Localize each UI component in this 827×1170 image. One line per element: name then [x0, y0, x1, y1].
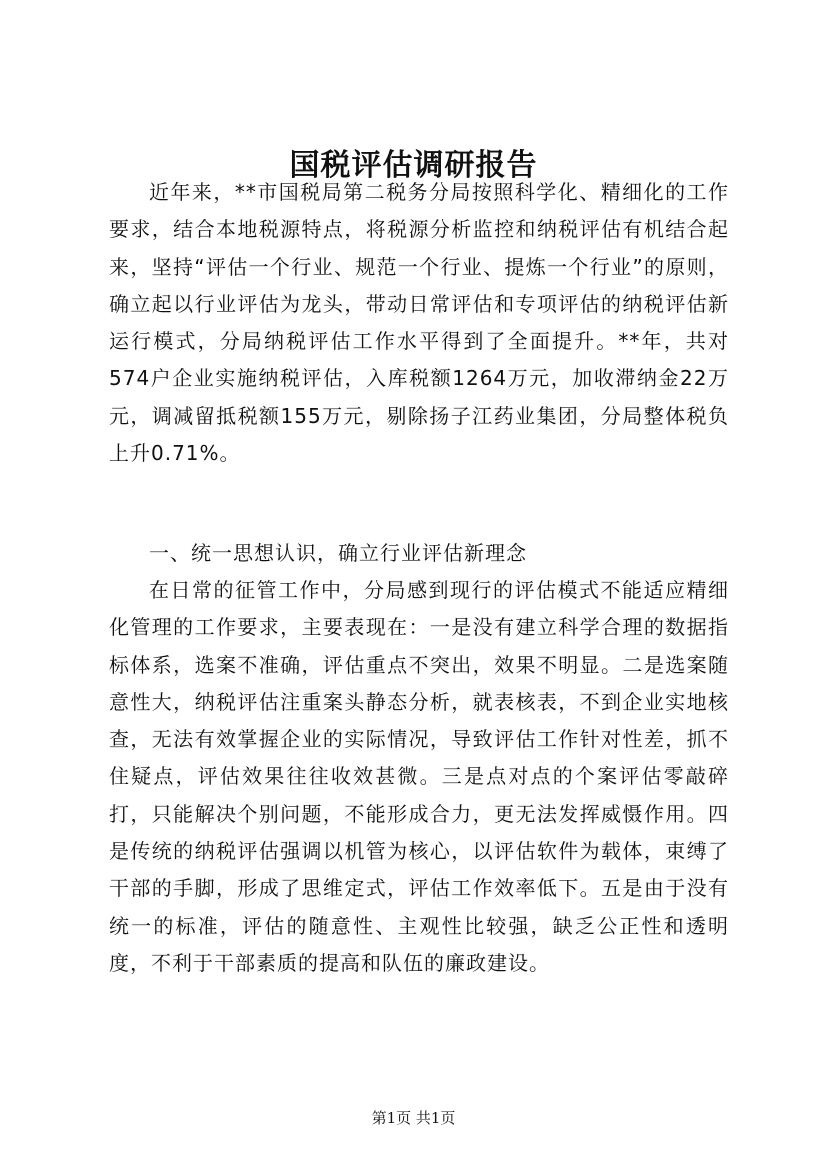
- paragraph-intro: [109, 174, 729, 472]
- section-heading: [109, 535, 729, 572]
- section-heading-text: 一、统一思想认识，确立行业评估新理念: [149, 541, 527, 565]
- document-title: 国税评估调研报告: [289, 148, 538, 183]
- page-footer: 第1页 共1页: [371, 1109, 456, 1127]
- paragraph-text: 在日常的征管工作中，分局感到现行的评估模式不能适应精细化管理的工作要求，主要表现在：一是没有建立科学合理的数据指标体系，选案不准确，评估重点不突出，效果不明显。二是选案随意性大，纳税评估注重案头静态分析，就表核表，不到企业实地核查，无法有效掌握企业的实际情况，导致评估工作针对性差，抓不住疑点，评估效果往往收效甚微。三是点对点的个案评估零敲碎打，只能解决个别问题，不能形成合力，更无法发挥威慑作用。四是传统的纳税评估强调以机管为核心，以评估软件为载体，束缚了干部的手脚，形成了思维定式，评估工作效率低下。五是由于没有统一的标准，评估的随意性、主观性比较强，缺乏公正性和透明度，不利于干部素质的提高和队伍的廉政建设。: [109, 578, 729, 975]
- paragraph-text: 近年来，**市国税局第二税务分局按照科学化、精细化的工作要求，结合本地税源特点，将税源分析监控和纳税评估有机结合起来，坚持“评估一个行业、规范一个行业、提炼一个行业”的原则，确立起以行业评估为龙头，带动日常评估和专项评估的纳税评估新运行模式，分局纳税评估工作水平得到了全面提升。**年，共对574户企业实施纳税评估，入库税额1264万元，加收滞纳金22万元，调减留抵税额155万元，剔除扬子江药业集团，分局整体税负上升0.71%。: [109, 180, 729, 466]
- paragraph-problems: [109, 572, 729, 982]
